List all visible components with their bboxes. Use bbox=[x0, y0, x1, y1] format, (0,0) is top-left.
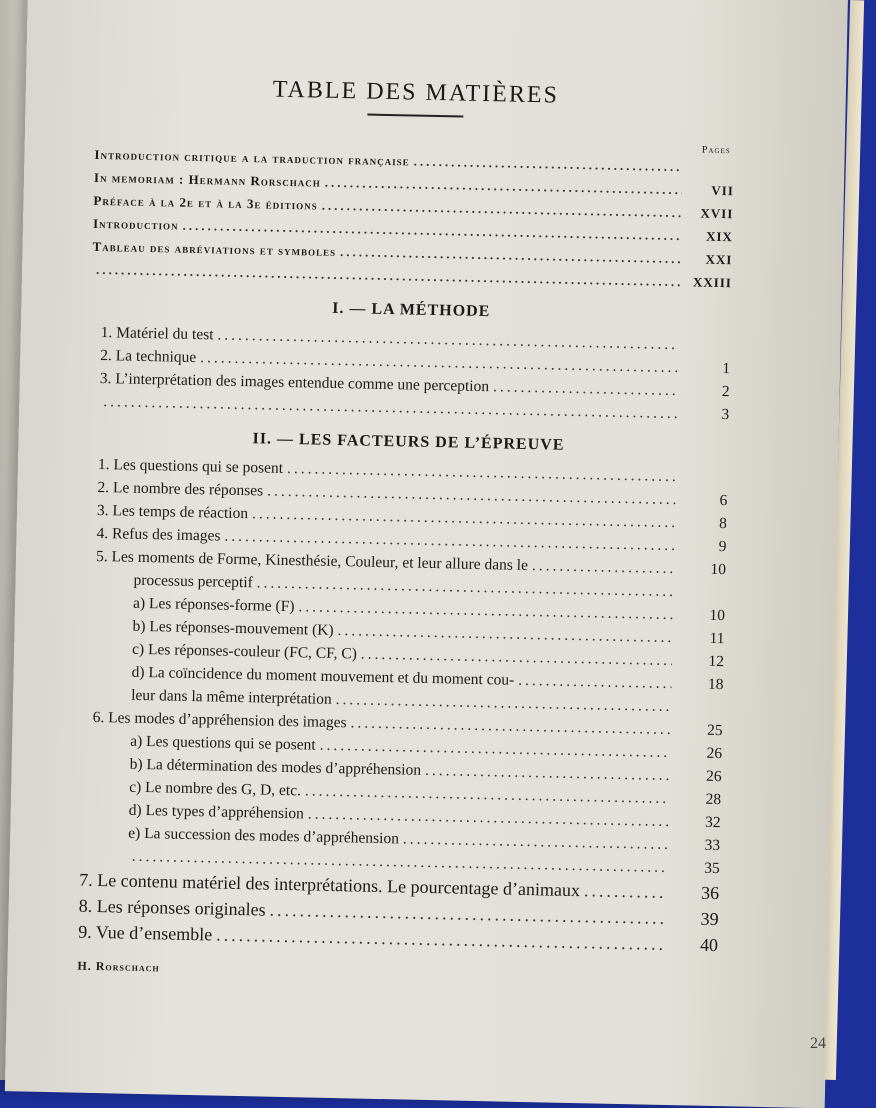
toc-entry-label: 8. Les réponses originales bbox=[78, 895, 266, 920]
section-1-list bbox=[89, 321, 731, 426]
book-page bbox=[5, 0, 848, 1108]
toc bbox=[77, 73, 736, 987]
toc-entry-page bbox=[677, 596, 725, 597]
toc-entry-page: 10 bbox=[709, 606, 726, 625]
toc-entry-page: 26 bbox=[705, 767, 722, 786]
toc-entry-page: 39 bbox=[700, 908, 719, 930]
toc-entry-page bbox=[686, 171, 734, 172]
toc-entry-page: 33 bbox=[704, 836, 721, 855]
toc-entry-page: XVII bbox=[700, 205, 734, 222]
toc-entry-page: 8 bbox=[718, 515, 728, 533]
toc-entry-page bbox=[680, 481, 728, 482]
toc-entry-label: 7. Le contenu matériel des interprétations. Le pourcentage d’animaux bbox=[79, 869, 581, 901]
toc-entry-page: XXIII bbox=[692, 274, 733, 291]
toc-entry-label: d) La coïncidence du moment mouvement et du moment cou- bbox=[131, 663, 515, 689]
toc-entry-label: 1. Matériel du test bbox=[100, 324, 214, 344]
leader-dots bbox=[532, 554, 674, 580]
toc-entry-page: 36 bbox=[700, 882, 720, 904]
toc-entry-label: d) Les types d’appréhension bbox=[128, 801, 305, 823]
toc-entry-label: Introduction bbox=[92, 215, 179, 233]
title-rule bbox=[367, 114, 463, 118]
toc-entry-label: Introduction critique a la traduction française bbox=[94, 146, 410, 169]
toc-entry-label: 6. Les modes d’appréhension des images bbox=[92, 708, 347, 732]
toc-entry-page: VII bbox=[711, 182, 735, 199]
toc-entry-page: 1 bbox=[722, 360, 731, 378]
toc-entry-label: 2. Le nombre des réponses bbox=[97, 478, 264, 500]
toc-entry-page: 28 bbox=[705, 790, 722, 809]
toc-entry-page: XXI bbox=[705, 251, 733, 268]
toc-entry-label: c) Les réponses-couleur (FC, CF, C) bbox=[131, 640, 358, 663]
toc-entry-page: 9 bbox=[718, 538, 727, 556]
toc-entry-label: 9. Vue d’ensemble bbox=[77, 921, 213, 945]
toc-entry-page: XIX bbox=[705, 228, 734, 245]
toc-entry-label: leur dans la même interprétation bbox=[130, 686, 332, 708]
toc-entry-label: processus perceptif bbox=[133, 571, 253, 592]
leader-dots bbox=[518, 669, 672, 695]
toc-entry-page: 26 bbox=[706, 744, 723, 763]
toc-entry-label: 2. La technique bbox=[100, 347, 197, 367]
toc-entry-label: e) La succession des modes d’appréhension bbox=[128, 824, 400, 848]
toc-entry-label: 3. L’interprétation des images entendue comme une perception bbox=[99, 370, 490, 396]
toc-entry-label: Tableau des abréviations et symboles bbox=[92, 238, 337, 259]
toc-entry-page bbox=[675, 711, 723, 712]
toc-entry-page: 2 bbox=[721, 383, 730, 401]
toc-entry-label: In memoriam : Hermann Rorschach bbox=[93, 169, 321, 190]
toc-entry-label: 5. Les moments de Forme, Kinesthésie, Couleur, et leur allure dans le bbox=[95, 547, 529, 575]
section-2-list bbox=[78, 453, 728, 958]
toc-entry-label: c) Le nombre des G, D, etc. bbox=[129, 778, 302, 800]
toc-entry-label: 3. Les temps de réaction bbox=[96, 501, 249, 523]
toc-entry-page: 32 bbox=[704, 813, 721, 832]
toc-entry-page: 6 bbox=[719, 492, 728, 510]
toc-entry-label: a) Les réponses-forme (F) bbox=[132, 594, 295, 616]
toc-entry-page: 11 bbox=[709, 629, 725, 648]
toc-entry-page: 35 bbox=[703, 859, 720, 878]
toc-entry-page: 3 bbox=[721, 406, 730, 424]
section-heading-1: I. — LA MÉTHODE bbox=[332, 299, 491, 321]
running-footer: H. Rorschach bbox=[77, 958, 160, 975]
toc-entry-page: 40 bbox=[699, 934, 719, 956]
pages-label: Pages bbox=[701, 144, 731, 157]
front-matter-list bbox=[92, 143, 735, 294]
toc-entry-page: 18 bbox=[707, 675, 724, 694]
toc-entry-page bbox=[683, 349, 731, 350]
toc-entry-page: 12 bbox=[708, 652, 725, 671]
page-number: 24 bbox=[810, 1035, 826, 1052]
toc-entry-label: b) Les réponses-mouvement (K) bbox=[132, 617, 334, 639]
toc-entry-label: a) Les questions qui se posent bbox=[130, 732, 316, 754]
toc-entry-label: 4. Refus des images bbox=[96, 524, 221, 545]
page-title: TABLE DES MATIÈRES bbox=[272, 76, 560, 109]
leader-dots bbox=[584, 877, 668, 905]
toc-entry-label: b) La détermination des modes d’appréhension bbox=[129, 755, 422, 779]
toc-entry-page: 25 bbox=[706, 721, 723, 740]
toc-entry-label: 1. Les questions qui se posent bbox=[97, 455, 284, 477]
toc-entry-label: Préface à la 2e et à la 3e éditions bbox=[93, 192, 318, 213]
toc-entry-page: 10 bbox=[710, 560, 727, 579]
section-heading-2: II. — LES FACTEURS DE L’ÉPREUVE bbox=[252, 430, 565, 454]
